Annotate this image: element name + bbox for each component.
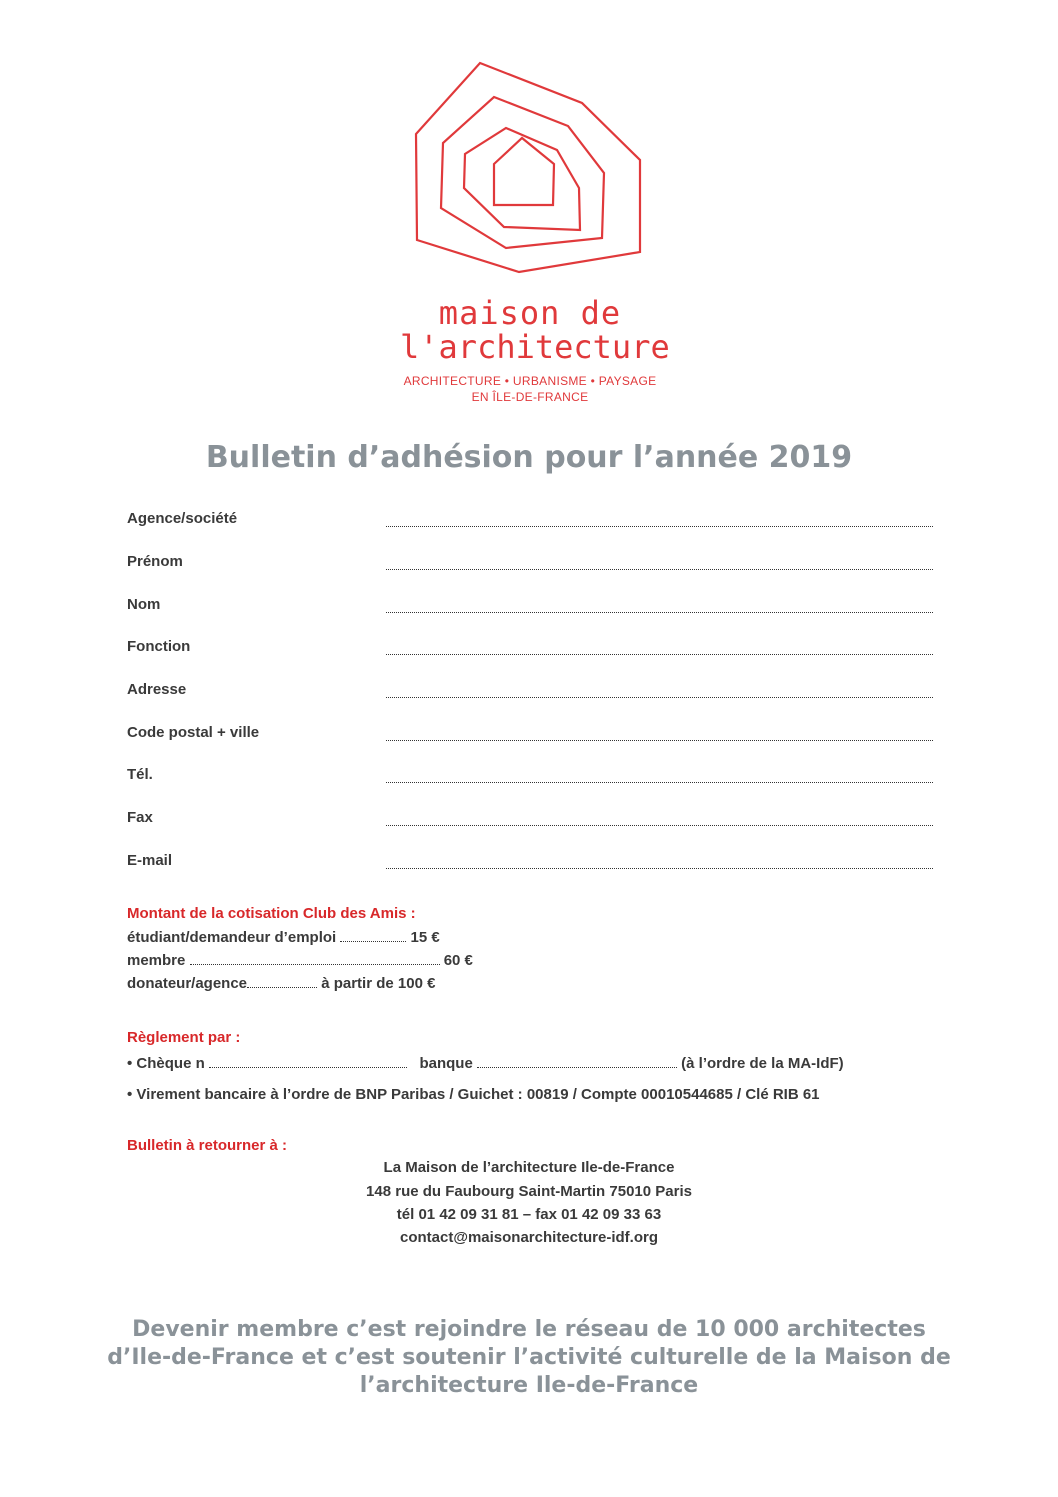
reglement-heading: Règlement par : [127, 1029, 241, 1046]
page-title: Bulletin d’adhésion pour l’année 2019 [205, 440, 853, 475]
cotisation-label: donateur/agence [127, 975, 248, 992]
fill-in-line[interactable] [386, 569, 933, 570]
field-label: Adresse [127, 681, 187, 698]
brand-name-line2: l'architecture [400, 328, 670, 366]
reglement-virement-row: • Virement bancaire à l’ordre de BNP Paribas / Guichet : 00819 / Compte 00010544685 / Clé RIB 61 [127, 1086, 820, 1103]
fill-in-line[interactable] [386, 697, 933, 698]
contact-email[interactable]: contact@maisonarchitecture-idf.org [399, 1229, 658, 1246]
field-code-postal-ville[interactable] [127, 724, 933, 746]
cheque-label: • Chèque n [127, 1055, 205, 1072]
address-line: 148 rue du Faubourg Saint-Martin 75010 Paris [366, 1183, 692, 1200]
fill-in-line[interactable] [386, 782, 933, 783]
brand-name-line1: maison de [438, 294, 622, 332]
field-tel[interactable] [127, 766, 933, 788]
footer-line: l’architecture Ile-de-France [359, 1373, 699, 1398]
field-label: Prénom [127, 553, 183, 570]
brand-tagline-line2: EN ÎLE-DE-FRANCE [471, 390, 589, 404]
ordre-label: (à l’ordre de la MA-IdF) [681, 1055, 844, 1072]
field-label: Code postal + ville [127, 724, 260, 741]
field-label: Agence/société [127, 510, 238, 527]
dotted-leader [340, 931, 406, 942]
field-fax[interactable] [127, 809, 933, 831]
address-line: La Maison de l’architecture Ile-de-France [383, 1159, 675, 1176]
fill-in-line[interactable] [386, 526, 933, 527]
maison-architecture-logo [414, 60, 644, 275]
field-label: Fonction [127, 638, 191, 655]
cotisation-amount: 15 € [410, 929, 440, 946]
fill-in-line[interactable] [386, 740, 933, 741]
cotisation-row-donateur [127, 975, 435, 992]
field-email[interactable] [127, 852, 933, 874]
field-fonction[interactable] [127, 638, 933, 660]
field-adresse[interactable] [127, 681, 933, 703]
field-nom[interactable] [127, 596, 933, 618]
field-prenom[interactable] [127, 553, 933, 575]
cotisation-row-etudiant [127, 929, 440, 946]
fill-in-line[interactable] [386, 654, 933, 655]
cotisation-label: étudiant/demandeur d’emploi [127, 929, 337, 946]
dotted-leader [247, 977, 317, 988]
field-label: Fax [127, 809, 153, 826]
fill-in-line[interactable] [386, 868, 933, 869]
reglement-cheque-row [127, 1055, 844, 1072]
field-label: Nom [127, 596, 161, 613]
footer-message [100, 1316, 958, 1400]
banque-label: banque [419, 1055, 473, 1072]
cotisation-heading: Montant de la cotisation Club des Amis : [127, 905, 416, 922]
address-line: tél 01 42 09 31 81 – fax 01 42 09 33 63 [396, 1206, 662, 1223]
retour-heading: Bulletin à retourner à : [127, 1137, 288, 1154]
fill-in-line[interactable] [386, 612, 933, 613]
banque-line[interactable] [477, 1057, 677, 1068]
cotisation-label: membre [127, 952, 186, 969]
cotisation-amount: à partir de 100 € [321, 975, 436, 992]
fill-in-line[interactable] [386, 825, 933, 826]
brand-tagline-line1: ARCHITECTURE • URBANISME • PAYSAGE [403, 374, 657, 388]
dotted-leader [190, 954, 440, 965]
cotisation-amount: 60 € [443, 952, 473, 969]
cheque-number-line[interactable] [209, 1057, 407, 1068]
cotisation-row-membre [127, 952, 473, 969]
footer-line: d’Ile-de-France et c’est soutenir l’activité culturelle de la Maison de [107, 1345, 951, 1370]
field-agence[interactable] [127, 510, 933, 532]
field-label: E-mail [127, 852, 173, 869]
field-label: Tél. [127, 766, 153, 783]
footer-line: Devenir membre c’est rejoindre le réseau de 10 000 architectes [132, 1317, 926, 1342]
